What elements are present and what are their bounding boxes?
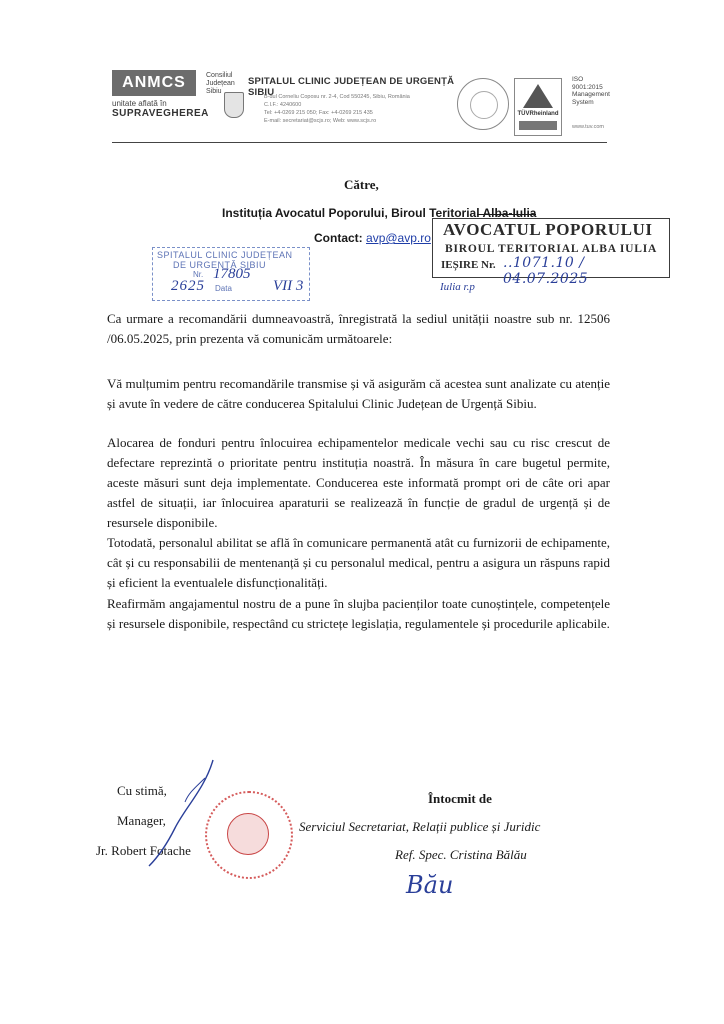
registration-stamp-number: 17805	[213, 266, 251, 282]
iso-footer: www.tuv.com	[572, 124, 604, 130]
header-divider	[112, 142, 607, 143]
registration-stamp-day: VII 3	[273, 278, 304, 294]
county-council-label: Consiliul Județean Sibiu	[206, 72, 235, 95]
institution-name: Instituția Avocatul Poporului, Biroul Teritorial Alba-Iulia	[222, 206, 537, 220]
ombudsman-stamp-title: AVOCATUL POPORULUI	[443, 220, 653, 239]
letterhead	[112, 70, 610, 140]
registration-stamp-date-label: Data	[215, 284, 232, 293]
paragraph-commitment: Reafirmăm angajamentul nostru de a pune în slujba pacienților toate cunoștințele, competențele și resursele disponibile, respectând cu strictețe legislația, regulamentele și procedurile aplicabile.	[107, 596, 610, 631]
anmcs-status-line1: unitate aflată în	[112, 99, 167, 108]
paragraph-intro: Ca urmare a recomandării dumneavoastră, înregistrată la sediul unității noastre sub nr. 12506 /06.05.2025, prin prezenta vă comunicăm următoarele:	[107, 311, 610, 346]
recipient-contact	[314, 231, 431, 245]
iso-line2: Management	[572, 91, 610, 98]
preparer-name: Ref. Spec. Cristina Bălău	[395, 847, 527, 862]
handwritten-note: Iulia r.p	[440, 281, 475, 293]
contact-email-link[interactable]: avp@avp.ro	[366, 231, 431, 245]
hospital-address: B-dul Corneliu Coposu nr. 2-4, Cod 550245, Sibiu, România	[264, 94, 410, 100]
closing-regards: Cu stimă,	[117, 783, 167, 798]
tuv-band	[519, 121, 557, 130]
official-round-stamp	[205, 791, 293, 879]
registration-stamp-line1: SPITALUL CLINIC JUDEȚEAN	[157, 250, 293, 260]
registration-stamp-nr-label: Nr.	[193, 270, 204, 279]
iso-line3: System	[572, 98, 594, 106]
tuv-certification-logo	[514, 78, 562, 136]
manager-name: Jr. Robert Fotache	[96, 843, 191, 858]
paragraph-funding: Alocarea de fonduri pentru înlocuirea echipamentelor medicale vechi sau cu risc crescut de defectare reprezintă o prioritate pentru instituția noastră. În măsura în care bugetul permite, aceste măsuri sunt deja implementate. Conducerea este informată prompt ori de câte ori apar astfel de situații, iar înlocuirea aparaturii se realizează în funcție de gradul de urgență și de resursele disponibile.	[107, 435, 610, 530]
tuv-triangle-icon	[523, 84, 553, 108]
iso-line1: ISO 9001:2015	[572, 76, 603, 91]
strike-through-line	[477, 214, 536, 215]
anmcs-status-line2: SUPRAVEGHEREA	[112, 108, 209, 119]
registration-stamp-prefix: 2625	[171, 278, 205, 294]
anmcs-logo-block	[112, 70, 209, 128]
hospital-name: SPITALUL CLINIC JUDEȚEAN DE URGENȚĂ SIBIU	[248, 76, 455, 98]
ombudsman-stamp-out-label: IEȘIRE Nr.	[441, 259, 496, 271]
prepared-by-label: Întocmit de	[428, 791, 492, 806]
county-crest-icon	[224, 92, 244, 118]
accreditation-seal-icon	[457, 78, 509, 130]
paragraph-communication: Totodată, personalul abilitat se află în comunicare permanentă atât cu furnizorii de echipamente, cât și cu responsabilii de mentenanță și cu personalul medical, pentru a asigura un răspuns rapid și eficient la eventualele disfuncționalități.	[107, 535, 610, 590]
anmcs-logo: ANMCS	[112, 70, 196, 96]
contact-label: Contact:	[314, 231, 363, 245]
paragraph-thanks: Vă mulțumim pentru recomandările transmise și vă asigurăm că acestea sunt analizate cu atenție și avute în vedere de către conducerea Spitalului Clinic Județean de Urgență Sibiu.	[107, 376, 610, 411]
ombudsman-stamp-subtitle: BIROUL TERITORIAL ALBA IULIA	[445, 243, 658, 255]
iso-certification	[572, 76, 612, 106]
manager-title: Manager,	[117, 813, 166, 828]
hospital-cif: C.I.F.: 4240600	[264, 102, 302, 108]
registration-stamp	[152, 247, 310, 301]
hospital-email: E-mail: secretariat@scjs.ro; Web: www.scjs.ro	[264, 118, 377, 124]
stamp-crest-icon	[227, 813, 269, 855]
ombudsman-stamp-number: ..1071.10 / 04.07.2025	[503, 255, 589, 287]
tuv-label: TÜVRheinland	[517, 111, 559, 117]
registration-stamp-line2: DE URGENȚĂ SIBIU	[173, 260, 267, 270]
salutation-to: Către,	[344, 177, 379, 192]
hospital-phone: Tel: +4-0269 215 050; Fax: +4-0269 215 435	[264, 110, 373, 116]
service-name: Serviciul Secretariat, Relații publice și Juridic	[299, 819, 541, 834]
preparer-signature: Bău	[406, 871, 454, 899]
